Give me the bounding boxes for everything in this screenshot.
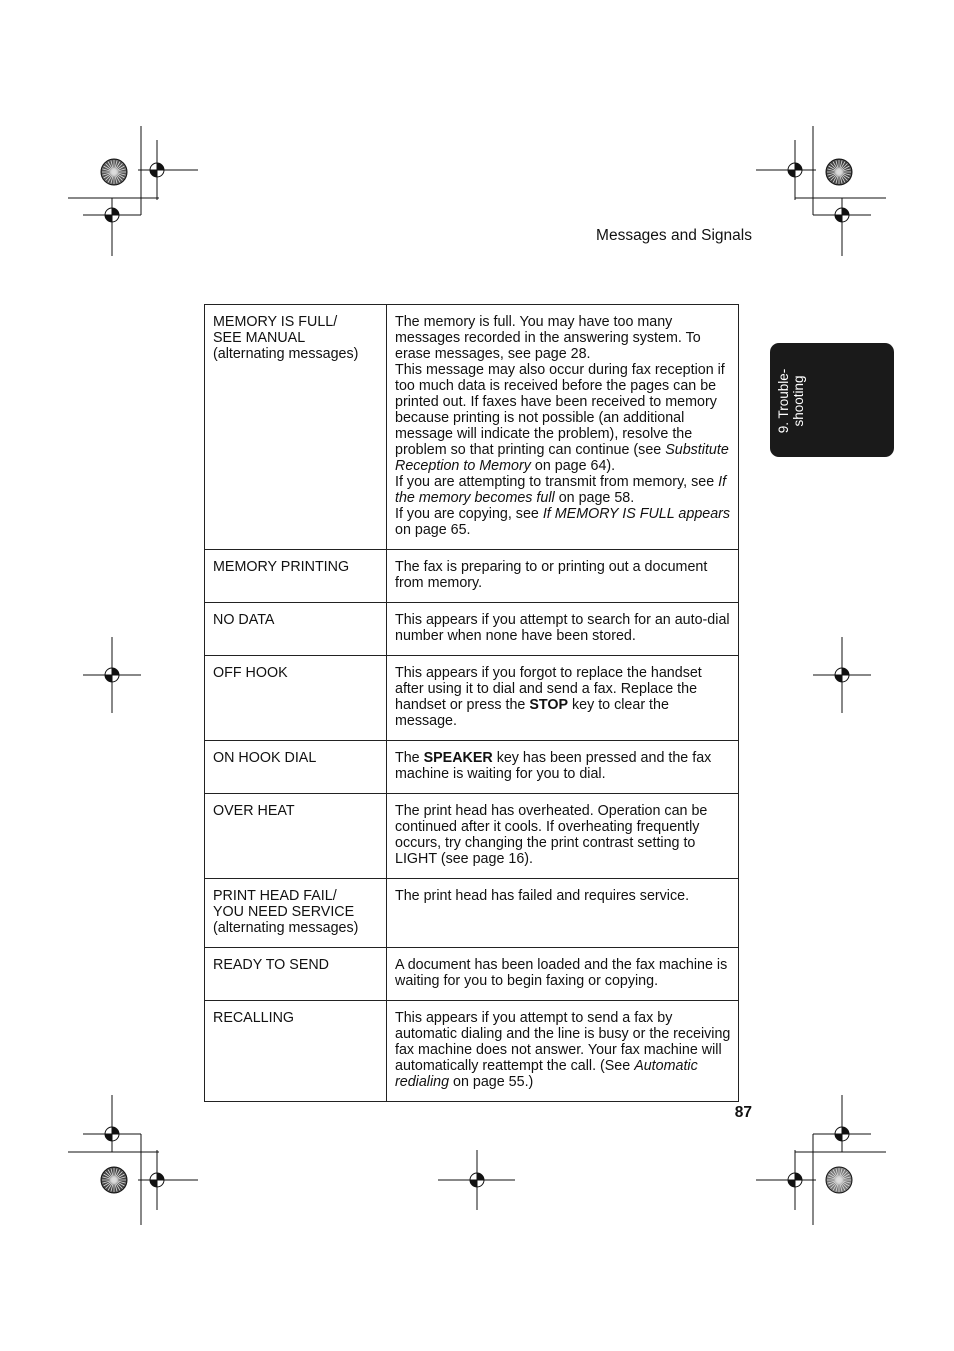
message-term-line: YOU NEED SERVICE: [213, 904, 355, 920]
message-description-cell: [387, 948, 739, 1001]
table-row: [205, 305, 739, 550]
description-text: on page 58.: [554, 490, 635, 506]
description-paragraph: [395, 803, 733, 867]
table-row: [205, 879, 739, 948]
description-paragraph: [395, 957, 733, 989]
message-description-cell: [387, 305, 739, 550]
chapter-tab-line-2: shooting: [791, 375, 806, 427]
message-description-cell: [387, 656, 739, 741]
description-paragraph: [395, 559, 733, 591]
message-term-cell: [205, 741, 387, 794]
description-text: If you are copying, see: [395, 506, 543, 522]
description-text: The memory is full. You may have too many messages recorded in the answering system. To erase messages, see page 28.: [395, 314, 701, 362]
description-text: This appears if you attempt to search for an auto-dial number when none have been stored.: [395, 612, 730, 644]
message-term-cell: [205, 305, 387, 550]
message-description-cell: [387, 1001, 739, 1102]
description-paragraph: [395, 888, 733, 904]
description-text: The: [395, 750, 424, 766]
table-row: [205, 948, 739, 1001]
description-text: on page 65.: [395, 522, 471, 538]
message-term-cell: [205, 1001, 387, 1102]
table-row: [205, 741, 739, 794]
table-row: [205, 603, 739, 656]
message-term-cell: [205, 794, 387, 879]
description-text: This appears if you forgot to replace the handset after using it to dial and send a fax. Replace the handset or press the: [395, 665, 702, 713]
message-term-cell: [205, 603, 387, 656]
table-row: [205, 1001, 739, 1102]
description-text: This message may also occur during fax reception if too much data is received before the pages can be printed out. If faxes have been received to memory because printing is not possible (an additional message will indicate the problem), resolve the problem so that printing can continue (see: [395, 362, 725, 458]
message-description-cell: [387, 603, 739, 656]
message-term-cell: [205, 550, 387, 603]
message-term-cell: [205, 879, 387, 948]
message-description-cell: [387, 550, 739, 603]
chapter-tab-label: [776, 366, 810, 436]
description-text: on page 55.): [449, 1074, 534, 1090]
message-term-line: ON HOOK DIAL: [213, 750, 317, 766]
description-paragraph: [395, 314, 733, 362]
cross-reference-text: Substitute Reception to Memory: [395, 442, 729, 474]
message-description-cell: [387, 879, 739, 948]
description-text: key to clear the message.: [395, 697, 669, 729]
message-term-cell: [205, 948, 387, 1001]
message-term-line: (alternating messages): [213, 920, 359, 936]
chapter-tab-line-1: 9. Trouble-: [776, 368, 791, 434]
table-row: [205, 550, 739, 603]
message-term-line: OFF HOOK: [213, 665, 288, 681]
description-paragraph: [395, 612, 733, 644]
message-term-line: OVER HEAT: [213, 803, 295, 819]
description-paragraph: [395, 1010, 733, 1090]
message-term-line: SEE MANUAL: [213, 330, 306, 346]
message-term-line: MEMORY IS FULL/: [213, 314, 338, 330]
description-text: The print head has overheated. Operation can be continued after it cools. If overheating frequently occurs, try changing the print contrast setting to LIGHT (see page 16).: [395, 803, 708, 867]
message-term-line: MEMORY PRINTING: [213, 559, 350, 575]
page-number: 87: [734, 1104, 752, 1121]
description-paragraph: [395, 665, 733, 729]
description-text: on page 64).: [530, 458, 616, 474]
description-paragraph: [395, 506, 733, 538]
message-term-line: NO DATA: [213, 612, 275, 628]
messages-table: [204, 304, 739, 1102]
table-row: [205, 656, 739, 741]
page-header: Messages and Signals: [596, 227, 752, 244]
cross-reference-text: Automatic redialing: [395, 1058, 698, 1090]
key-name-text: SPEAKER: [423, 750, 493, 766]
cross-reference-text: If the memory becomes full: [395, 474, 727, 506]
description-text: A document has been loaded and the fax machine is waiting for you to begin faxing or copying.: [395, 957, 728, 989]
message-term-line: PRINT HEAD FAIL/: [213, 888, 337, 904]
cross-reference-text: If MEMORY IS FULL appears: [542, 506, 731, 522]
description-paragraph: [395, 750, 733, 782]
message-description-cell: [387, 741, 739, 794]
message-description-cell: [387, 794, 739, 879]
message-term-line: RECALLING: [213, 1010, 295, 1026]
key-name-text: STOP: [529, 697, 568, 713]
message-term-line: (alternating messages): [213, 346, 359, 362]
description-text: key has been pressed and the fax machine is waiting for you to dial.: [395, 750, 712, 782]
table-row: [205, 794, 739, 879]
description-text: The fax is preparing to or printing out a document from memory.: [395, 559, 708, 591]
description-paragraph: [395, 474, 733, 506]
description-paragraph: [395, 362, 733, 474]
description-text: The print head has failed and requires service.: [395, 888, 690, 904]
description-text: This appears if you attempt to send a fax by automatic dialing and the line is busy or the receiving fax machine does not answer. Your fax machine will automatically reattempt the call. (See: [395, 1010, 731, 1074]
message-term-line: READY TO SEND: [213, 957, 330, 973]
description-text: If you are attempting to transmit from memory, see: [395, 474, 719, 490]
message-term-cell: [205, 656, 387, 741]
